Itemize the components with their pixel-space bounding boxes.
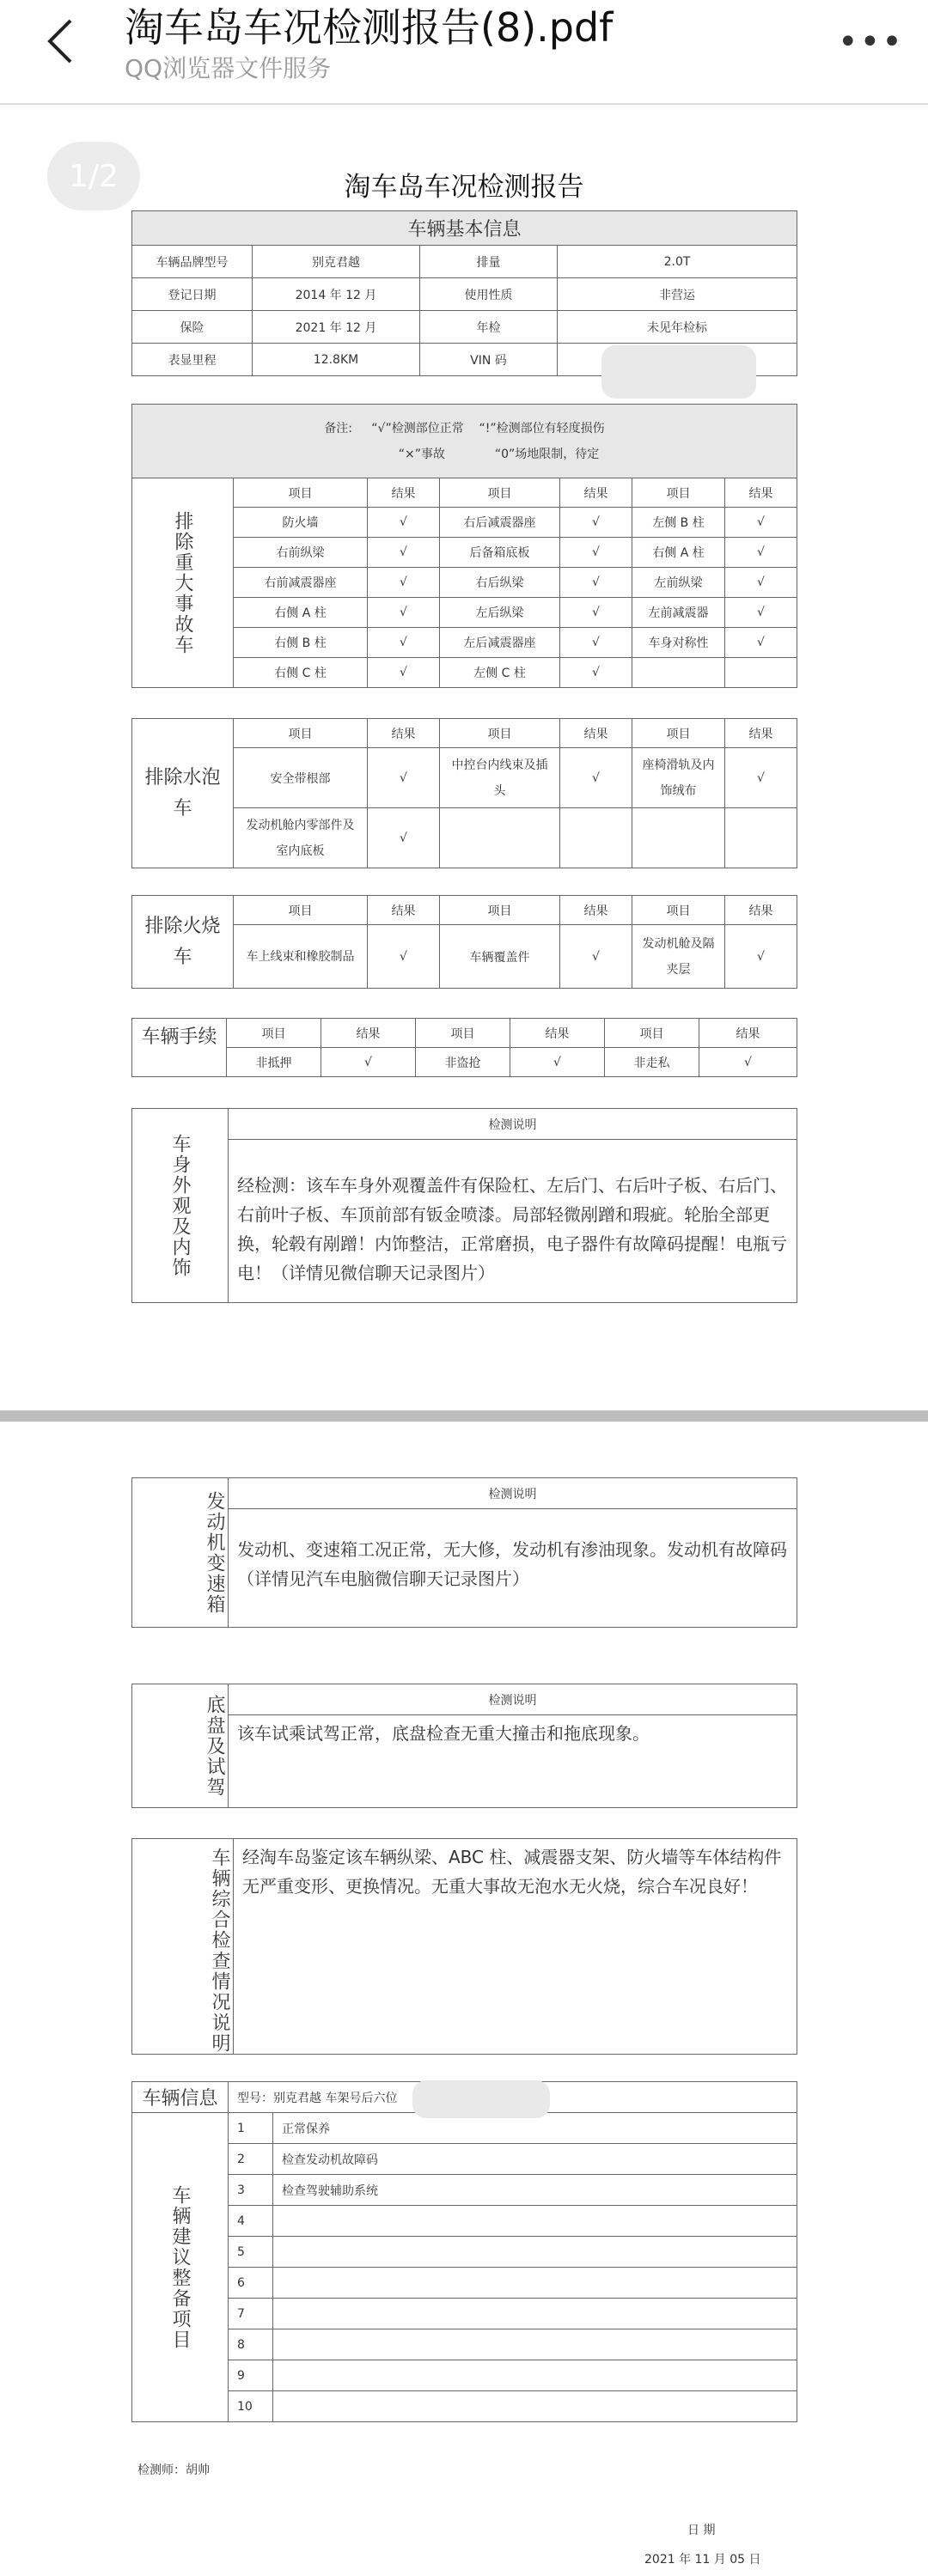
cell: 保险 <box>132 311 253 344</box>
cell: √ <box>560 748 632 808</box>
file-source: QQ浏览器文件服务 <box>125 54 332 82</box>
cell: √ <box>368 748 440 808</box>
cell: √ <box>368 925 440 989</box>
flood-label: 排除水泡车 <box>132 719 234 868</box>
cell: 右侧 A 柱 <box>234 598 368 628</box>
cell: √ <box>699 1048 797 1077</box>
col-header: 项目 <box>440 896 560 925</box>
engine-section-label: 发动机变速箱 <box>132 1478 229 1628</box>
col-header: 结果 <box>368 719 440 748</box>
cell: √ <box>560 568 632 598</box>
cell: 未见年检标 <box>558 311 797 344</box>
cell: √ <box>368 658 440 688</box>
file-title: 淘车岛车况检测报告(8).pdf <box>125 4 614 51</box>
col-header: 结果 <box>321 1019 416 1048</box>
advice-item <box>273 2206 797 2237</box>
body-section-header: 检测说明 <box>229 1109 797 1140</box>
cell: VIN 码 <box>420 344 558 376</box>
cell: 发动机舱内零部件及室内底板 <box>234 808 368 868</box>
cell: 后备箱底板 <box>440 538 560 568</box>
cell: √ <box>560 925 632 989</box>
cell: 左侧 C 柱 <box>440 658 560 688</box>
procedures-label: 车辆手续 <box>132 1019 227 1077</box>
cell: √ <box>510 1048 605 1077</box>
cell <box>440 808 560 868</box>
vehicle-info-text: 型号：别克君越 车架号后六位 <box>229 2082 797 2113</box>
col-header: 结果 <box>560 478 632 508</box>
advice-number: 7 <box>229 2299 273 2329</box>
col-header: 结果 <box>560 896 632 925</box>
cell: 车辆品牌型号 <box>132 246 253 278</box>
engine-section-table <box>131 1477 797 1628</box>
fire-table <box>131 895 797 989</box>
col-header: 项目 <box>234 896 368 925</box>
advice-number: 3 <box>229 2175 273 2206</box>
advice-item <box>273 2268 797 2299</box>
chassis-section-table <box>131 1684 797 1808</box>
advice-item: 检查驾驶辅助系统 <box>273 2175 797 2206</box>
overall-section-label: 车辆综合检查情况说明 <box>132 1839 234 2055</box>
cell: 防火墙 <box>234 508 368 538</box>
cell: 左前减震器 <box>632 598 725 628</box>
cell: √ <box>560 508 632 538</box>
cell: 发动机舱及隔夹层 <box>632 925 725 989</box>
cell <box>632 808 725 868</box>
cell: √ <box>321 1048 416 1077</box>
advice-item <box>273 2391 797 2422</box>
advice-number: 8 <box>229 2329 273 2360</box>
cell: 非抵押 <box>227 1048 321 1077</box>
cell: 非盗抢 <box>416 1048 510 1077</box>
advice-number: 6 <box>229 2268 273 2299</box>
chassis-section-text: 该车试乘试驾正常，底盘检查无重大撞击和拖底现象。 <box>229 1715 797 1808</box>
legend-pending: “0”场地限制，待定 <box>494 447 600 461</box>
flood-table <box>131 718 797 868</box>
cell: √ <box>368 568 440 598</box>
advice-item <box>273 2329 797 2360</box>
advice-number: 2 <box>229 2144 273 2175</box>
procedures-table <box>131 1018 797 1077</box>
cell: √ <box>368 808 440 868</box>
col-header: 项目 <box>440 719 560 748</box>
col-header: 项目 <box>227 1019 321 1048</box>
cell: √ <box>368 598 440 628</box>
overall-section-text: 经淘车岛鉴定该车辆纵梁、ABC 柱、减震器支架、防火墙等车体结构件无严重变形、更换情况。无重大事故无泡水无火烧，综合车况良好！ <box>234 1839 797 2055</box>
advice-number: 1 <box>229 2113 273 2144</box>
overall-section-table <box>131 1838 797 2055</box>
chassis-section-header: 检测说明 <box>229 1684 797 1715</box>
advice-item: 检查发动机故障码 <box>273 2144 797 2175</box>
cell <box>725 808 797 868</box>
cell: 右后纵梁 <box>440 568 560 598</box>
cell: 左后减震器座 <box>440 628 560 658</box>
cell: √ <box>725 925 797 989</box>
cell: 2014 年 12 月 <box>253 278 420 311</box>
body-section-label: 车身外观及内饰 <box>132 1109 229 1303</box>
cell: 2.0T <box>558 246 797 278</box>
cell: 非走私 <box>605 1048 699 1077</box>
cell: 座椅滑轨及内饰绒布 <box>632 748 725 808</box>
cell: 登记日期 <box>132 278 253 311</box>
accident-label: 排除重大事故车 <box>132 478 234 688</box>
back-arrow-icon[interactable] <box>38 15 89 67</box>
col-header: 项目 <box>416 1019 510 1048</box>
engine-section-text: 发动机、变速箱工况正常，无大修，发动机有渗油现象。发动机有故障码（详情见汽车电脑微信聊天记录图片） <box>229 1509 797 1628</box>
advice-number: 10 <box>229 2391 273 2422</box>
cell: 右侧 B 柱 <box>234 628 368 658</box>
accident-table <box>131 404 797 688</box>
cell: 右侧 C 柱 <box>234 658 368 688</box>
legend <box>132 405 797 478</box>
chassis-section-label: 底盘及试驾 <box>132 1684 229 1808</box>
cell: 车身对称性 <box>632 628 725 658</box>
legend-prefix: 备注: <box>324 421 353 435</box>
advice-item: 正常保养 <box>273 2113 797 2144</box>
cell: √ <box>725 508 797 538</box>
date-label: 日 期 <box>687 2524 716 2537</box>
cell: 安全带根部 <box>234 748 368 808</box>
cell: 车上线束和橡胶制品 <box>234 925 368 989</box>
redacted-vin-suffix <box>412 2080 550 2118</box>
cell: √ <box>560 628 632 658</box>
cell: 右后减震器座 <box>440 508 560 538</box>
cell: 表显里程 <box>132 344 253 376</box>
cell: √ <box>368 538 440 568</box>
cell: √ <box>560 538 632 568</box>
cell: √ <box>725 598 797 628</box>
legend-minor-damage: “!”检测部位有轻度损伤 <box>479 421 605 435</box>
fire-label: 排除火烧车 <box>132 896 234 989</box>
cell: √ <box>725 538 797 568</box>
advice-item <box>273 2299 797 2329</box>
cell: 左后纵梁 <box>440 598 560 628</box>
col-header: 结果 <box>699 1019 797 1048</box>
advice-number: 9 <box>229 2360 273 2391</box>
redacted-vin <box>601 345 756 399</box>
cell: 中控台内线束及插头 <box>440 748 560 808</box>
advice-label: 车辆建议整备项目 <box>132 2113 229 2422</box>
col-header: 结果 <box>725 896 797 925</box>
col-header: 结果 <box>725 478 797 508</box>
engine-section-header: 检测说明 <box>229 1478 797 1509</box>
cell: 12.8KM <box>253 344 420 376</box>
cell: 车辆覆盖件 <box>440 925 560 989</box>
col-header: 项目 <box>234 478 368 508</box>
advice-item <box>273 2237 797 2268</box>
cell <box>725 658 797 688</box>
cell: √ <box>368 508 440 538</box>
body-section-text: 经检测：该车车身外观覆盖件有保险杠、左后门、右后叶子板、右后门、右前叶子板、车顶前部有钣金喷漆。局部轻微剐蹭和瑕疵。轮胎全部更换，轮毂有剐蹭！内饰整洁，正常磨损，电子器件有故障码提醒！电瓶亏电！（详情见微信聊天记录图片） <box>229 1140 797 1303</box>
cell: √ <box>725 568 797 598</box>
cell: 左侧 B 柱 <box>632 508 725 538</box>
advice-item <box>273 2360 797 2391</box>
cell: 2021 年 12 月 <box>253 311 420 344</box>
col-header: 项目 <box>605 1019 699 1048</box>
cell: 排量 <box>420 246 558 278</box>
basic-info-header: 车辆基本信息 <box>132 211 797 246</box>
cell <box>560 808 632 868</box>
cell: √ <box>368 628 440 658</box>
col-header: 项目 <box>632 896 725 925</box>
cell: 右前减震器座 <box>234 568 368 598</box>
cell: 使用性质 <box>420 278 558 311</box>
cell: 年检 <box>420 311 558 344</box>
more-options-icon[interactable]: ••• <box>838 22 904 62</box>
cell: 别克君越 <box>253 246 420 278</box>
legend-accident: “×”事故 <box>398 447 445 461</box>
cell <box>632 658 725 688</box>
col-header: 结果 <box>368 478 440 508</box>
cell: 非营运 <box>558 278 797 311</box>
document-title: 淘车岛车况检测报告 <box>344 172 584 203</box>
advice-number: 4 <box>229 2206 273 2237</box>
body-section-table <box>131 1108 797 1303</box>
cell: √ <box>560 658 632 688</box>
advice-number: 5 <box>229 2237 273 2268</box>
vehicle-info-label: 车辆信息 <box>132 2082 229 2113</box>
page-separator <box>0 1410 928 1422</box>
cell: 右前纵梁 <box>234 538 368 568</box>
col-header: 项目 <box>632 719 725 748</box>
cell: √ <box>560 598 632 628</box>
page-indicator: 1/2 <box>47 142 140 210</box>
cell: 左前纵梁 <box>632 568 725 598</box>
col-header: 结果 <box>725 719 797 748</box>
col-header: 项目 <box>234 719 368 748</box>
col-header: 结果 <box>510 1019 605 1048</box>
col-header: 结果 <box>368 896 440 925</box>
legend-normal: “√”检测部位正常 <box>371 421 464 435</box>
report-date: 2021 年 11 月 05 日 <box>644 2553 761 2567</box>
col-header: 结果 <box>560 719 632 748</box>
app-bar <box>0 0 928 103</box>
inspector: 检测师：胡帅 <box>137 2463 210 2477</box>
col-header: 项目 <box>632 478 725 508</box>
cell: √ <box>725 628 797 658</box>
cell: √ <box>725 748 797 808</box>
cell: 右侧 A 柱 <box>632 538 725 568</box>
col-header: 项目 <box>440 478 560 508</box>
vehicle-info-table <box>131 2081 797 2422</box>
